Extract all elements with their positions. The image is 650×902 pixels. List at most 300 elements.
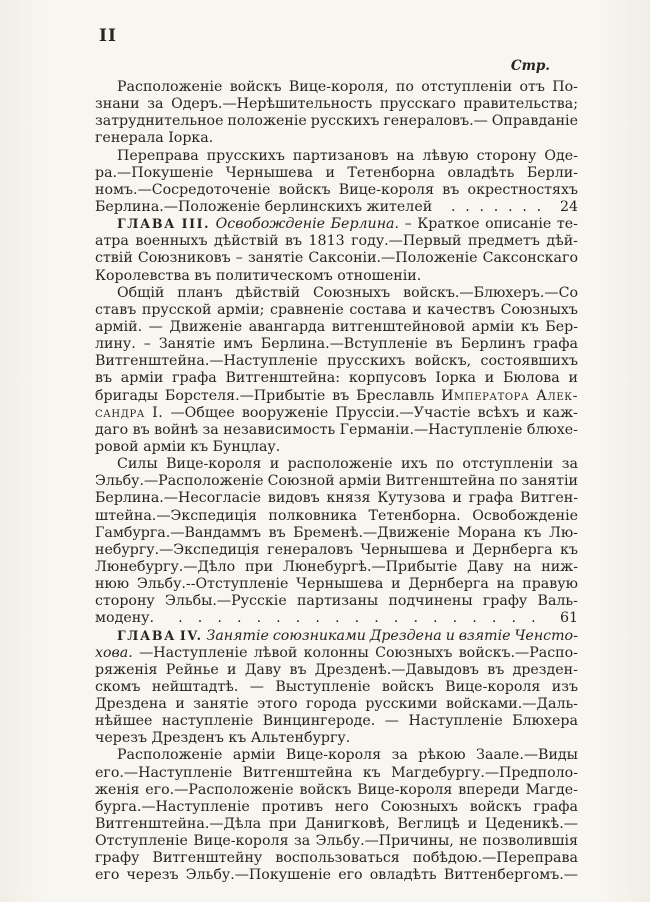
text-run: графу — [95, 850, 140, 867]
toc-line — [95, 645, 578, 662]
text-run: въ — [442, 181, 460, 198]
text-run: и — [467, 816, 478, 833]
text-run: предметъ — [467, 233, 540, 250]
text-run: въ — [289, 661, 307, 678]
text-run: Гамбурга.—Вандаммъ — [95, 524, 262, 541]
text-run: него — [334, 798, 369, 815]
text-run: Союзныхъ — [500, 301, 578, 318]
toc-paragraph — [95, 148, 578, 217]
text-run: на — [396, 147, 415, 164]
text-run: Движеніе — [169, 318, 243, 335]
text-run: Ченсто- — [514, 627, 578, 644]
text-run: корпусовъ — [348, 370, 427, 387]
toc-line — [95, 628, 578, 645]
leader-dot: . — [433, 610, 438, 627]
text-run: къ — [362, 764, 381, 781]
text-run: Дрездена — [369, 627, 442, 644]
text-run: черезъ Дрезденъ къ Альтенбургу. — [95, 730, 351, 747]
page-number: 24 — [559, 198, 578, 215]
text-run: къ — [560, 541, 578, 558]
toc-line — [95, 96, 578, 113]
text-run: его.—Наступленіе — [95, 764, 233, 781]
leader-dot: . — [511, 610, 516, 627]
text-run: Вице-короля — [285, 747, 382, 764]
text-run: за — [293, 833, 311, 850]
text-run: за — [391, 747, 408, 764]
toc-content — [95, 26, 578, 885]
toc-line — [95, 388, 578, 405]
text-run: Пруссіи.—Участіе — [335, 404, 471, 421]
text-run: Оправданіе — [491, 113, 578, 130]
text-run: Союзныхъ — [375, 644, 453, 661]
leader-dot: . — [295, 610, 301, 627]
text-run: арміи; — [217, 301, 265, 318]
text-run: IV. — [179, 627, 203, 643]
text-run: войсками.—Даль- — [446, 696, 578, 713]
text-run: князя — [326, 490, 371, 507]
text-run: Цеденикѣ.— — [485, 816, 578, 833]
text-run: Блюхера — [512, 713, 578, 730]
text-run: и — [455, 541, 465, 558]
text-run: имъ — [223, 336, 253, 353]
text-run: сандра — [95, 404, 145, 421]
toc-line — [95, 439, 578, 456]
leader-dot: . — [472, 610, 477, 627]
toc-paragraph — [95, 79, 578, 148]
text-run: прусскихъ — [327, 353, 406, 370]
text-run: Союзныхъ — [380, 798, 458, 815]
text-run: качествъ — [427, 301, 496, 318]
leader-dot: . — [197, 610, 203, 627]
text-run: и — [568, 370, 578, 387]
text-run: занятіи — [521, 473, 578, 490]
text-run: Эльбу.--Отступленіе — [136, 576, 289, 593]
toc-line — [95, 285, 578, 302]
text-run: Алек- — [536, 387, 578, 404]
text-run: даго — [95, 421, 129, 438]
text-run: состоявшихъ — [480, 353, 578, 370]
toc-paragraph — [95, 285, 578, 456]
text-run: въ — [285, 233, 303, 250]
text-run: и — [391, 576, 401, 593]
text-run: лѣвой — [253, 644, 298, 661]
text-run: графу — [482, 593, 528, 610]
text-run: Витгенштейну — [152, 850, 263, 867]
text-run: – — [235, 250, 243, 267]
toc-line — [95, 833, 578, 850]
text-run: не — [459, 833, 478, 850]
text-run: знани — [95, 96, 140, 113]
text-run: Одеръ.—Нерѣшительность — [171, 96, 373, 113]
toc-line — [95, 679, 578, 696]
text-run: графа — [533, 336, 578, 353]
text-run: Эльбу.—Причины, — [315, 833, 454, 850]
text-run: Эльбу.—Расположеніе — [95, 473, 264, 490]
text-run: — — [148, 318, 163, 335]
text-run: Вице-короля — [445, 678, 541, 695]
text-run: занятіе — [193, 696, 249, 713]
text-run: дѣйствій — [235, 284, 301, 301]
text-run: войскъ — [469, 798, 522, 815]
text-run: позволившія — [482, 833, 578, 850]
toc-line — [95, 182, 578, 199]
text-run: Берлина.—Положеніе берлинскихъ жителей — [95, 198, 433, 215]
text-run: небургу.—Экспедиція — [95, 541, 260, 558]
text-run: штейна.—Экспедиція — [95, 507, 257, 524]
text-run: по — [395, 79, 414, 95]
text-run: правую — [522, 576, 578, 593]
text-run: витгенштейновой — [331, 318, 466, 335]
text-run: модену. — [95, 610, 155, 627]
text-run: Берлинъ — [460, 336, 526, 353]
text-run: отступленіи — [462, 456, 554, 473]
text-run: русскими — [365, 696, 438, 713]
text-run: Витгенштейна — [242, 764, 353, 781]
text-run: Веглицѣ — [397, 816, 460, 833]
text-run: Расположеніе — [117, 79, 223, 95]
text-run: окрестностяхъ — [467, 181, 578, 198]
leader-dot: . — [536, 198, 542, 215]
text-run: женія — [95, 781, 140, 798]
text-run: правительства; — [463, 96, 578, 113]
text-run: союзниками — [272, 627, 366, 644]
text-run: Витген- — [520, 490, 578, 507]
text-run: партизаны — [296, 593, 379, 610]
text-run: Вице-короля — [357, 781, 453, 798]
toc-line — [95, 370, 578, 387]
text-run: Чернышева — [360, 541, 448, 558]
toc-paragraph — [95, 628, 578, 748]
text-run: ГЛАВА — [117, 216, 176, 232]
text-run: по — [499, 473, 518, 490]
text-run: войскъ.—Распо- — [458, 644, 578, 661]
toc-line — [95, 508, 578, 525]
text-run: лину. — [95, 336, 136, 353]
text-run: на — [513, 558, 532, 575]
text-run: и — [227, 661, 237, 678]
text-run: – — [143, 336, 151, 353]
text-run: независимость — [223, 421, 336, 438]
text-run: III. — [181, 216, 211, 232]
text-run: состава — [349, 301, 407, 318]
text-run: и — [175, 696, 185, 713]
text-run: —Наступленіе — [139, 644, 248, 661]
text-run: ГЛАВА — [117, 627, 176, 643]
text-run: —Общее — [170, 404, 235, 421]
text-run: при — [268, 816, 297, 833]
text-run: Выступленіе — [275, 678, 371, 695]
text-run: партизановъ — [292, 147, 389, 164]
toc-line — [95, 696, 578, 713]
text-run: отъ — [519, 79, 545, 95]
leader-dot: . — [276, 610, 281, 627]
text-run: Берлина.—Несогласіе — [95, 490, 262, 507]
text-run: ихъ — [401, 456, 428, 473]
text-run: бурга.—Наступленіе — [95, 798, 250, 815]
toc-line — [95, 250, 578, 267]
text-run: Вице-короля — [338, 181, 434, 198]
leader-dot: . — [508, 198, 513, 215]
text-run: взятіе — [458, 627, 511, 644]
text-run: 1813 — [308, 233, 345, 250]
text-run: нюю — [95, 576, 130, 593]
text-run: Эльбу.—Покушеніе — [185, 867, 332, 884]
text-run: Наступленіе — [408, 713, 503, 730]
text-run: I. — [152, 404, 164, 421]
text-run: противъ — [261, 798, 324, 815]
text-run: Чернышева — [296, 576, 384, 593]
page-number: 61 — [559, 610, 578, 627]
text-run: Люнебургѣ.—Прибытіе — [282, 558, 458, 575]
text-run: Бременѣ.—Движеніе — [293, 524, 450, 541]
text-run: Морана — [457, 524, 517, 541]
text-run: впереди — [458, 781, 520, 798]
toc-line — [95, 765, 578, 782]
page-column-label: Стр. — [510, 58, 550, 74]
text-run: за — [202, 421, 219, 438]
toc-paragraph — [95, 747, 578, 884]
text-run: по — [435, 456, 454, 473]
leader-dot: . — [450, 198, 456, 215]
text-run: Отступленіе — [95, 833, 188, 850]
text-run: графа — [172, 370, 217, 387]
text-run: Винцингероде. — [262, 713, 376, 730]
text-run: Данигковѣ, — [304, 816, 390, 833]
text-run: сравненіе — [270, 301, 344, 318]
text-run: войскъ, — [414, 353, 472, 370]
text-run: Даву — [244, 661, 282, 678]
text-run: дрезден- — [512, 661, 578, 678]
text-run: въ — [435, 336, 453, 353]
text-run: Бер- — [545, 318, 578, 335]
toc-line — [95, 542, 578, 559]
text-run: и — [445, 627, 455, 644]
text-run: нейштадтѣ. — [151, 678, 239, 695]
text-run: Магде- — [525, 781, 578, 798]
text-run: Лю- — [548, 524, 578, 541]
text-run: Берлина. — [330, 216, 400, 233]
text-run: графа — [468, 490, 514, 507]
text-run: Чернышева — [225, 164, 314, 181]
text-run: войнѣ — [154, 421, 199, 438]
text-run: Даву — [467, 558, 504, 575]
text-run: дѣйствій — [214, 233, 279, 250]
text-run: этого — [257, 696, 298, 713]
text-run: въ — [268, 524, 286, 541]
text-run: къ — [520, 318, 539, 335]
text-run: наступленіе — [161, 713, 254, 730]
text-run: Эльбы.—Русскіе — [165, 593, 287, 610]
text-run: атра — [95, 233, 129, 250]
text-run: генерала Іорка. — [95, 130, 214, 147]
text-run: сторону — [95, 593, 155, 610]
toc-line — [95, 353, 578, 370]
text-run: Саксонскаго — [482, 250, 578, 267]
text-run: Вице-короля — [193, 833, 289, 850]
toc-line — [95, 148, 578, 165]
toc-line — [95, 456, 578, 473]
toc-line — [95, 199, 578, 216]
toc-line — [95, 302, 578, 319]
text-run: Заале.—Виды — [476, 747, 578, 764]
text-run: Тетенборна. — [368, 507, 461, 524]
text-run: затруднительное — [95, 113, 224, 130]
text-run: прусскаго — [379, 96, 456, 113]
text-run: Общій — [117, 284, 165, 301]
toc-line — [95, 593, 578, 610]
text-run: Бреславль — [356, 387, 435, 404]
leader-dot: . — [335, 610, 340, 627]
text-run: въ — [95, 370, 113, 387]
dot-leader — [435, 199, 557, 215]
text-run: Императора — [441, 387, 530, 404]
text-run: Кутузова — [377, 490, 446, 507]
text-run: на — [496, 576, 515, 593]
toc-line — [95, 130, 578, 147]
text-run: ра.—Покушеніе — [95, 164, 214, 181]
text-run: бригады — [95, 387, 158, 404]
text-run: Бюлова — [502, 370, 560, 387]
leader-dot: . — [178, 610, 183, 627]
text-run: ставъ — [95, 301, 137, 318]
text-run: Витгенштейна — [385, 473, 496, 490]
text-run: году.—Первый — [351, 233, 462, 250]
text-run: каж- — [542, 404, 578, 421]
text-run: Расположеніе — [117, 747, 223, 764]
text-run: Борстеля.—Прибытіе — [164, 387, 326, 404]
text-run: за — [561, 456, 578, 473]
toc-line — [95, 490, 578, 507]
text-run: войскъ — [299, 781, 352, 798]
toc-line — [95, 268, 578, 285]
toc-line — [95, 405, 578, 422]
text-run: лѣвую — [422, 147, 469, 164]
leader-dot: . — [217, 610, 222, 627]
text-run: прусскихъ — [206, 147, 285, 164]
text-run: его.—Расположеніе — [145, 781, 294, 798]
text-run: овладѣть — [369, 867, 437, 884]
text-run: къ — [523, 524, 542, 541]
text-run: Саксоніи.—Положеніе — [308, 250, 478, 267]
text-run: прусской — [141, 301, 212, 318]
leader-dot: . — [491, 610, 497, 627]
toc-line — [95, 713, 578, 730]
dot-leader — [157, 610, 557, 626]
text-run: военныхъ — [135, 233, 208, 250]
text-run: русскихъ — [310, 113, 380, 130]
text-run: положеніе — [227, 113, 307, 130]
text-run: Дрездена — [95, 696, 167, 713]
text-run: Рейнье — [165, 661, 219, 678]
text-run: его — [95, 867, 120, 884]
text-run: генераловъ.— — [383, 113, 488, 130]
leader-dot: . — [522, 198, 527, 215]
text-run: нѣйшее — [95, 713, 153, 730]
text-run: ряженія — [95, 661, 158, 678]
text-run: описаніе — [485, 216, 552, 233]
text-run: полковника — [268, 507, 358, 524]
text-run: Союзной — [267, 473, 335, 490]
text-run: — — [384, 713, 399, 730]
text-run: арміи — [471, 318, 515, 335]
toc-line — [95, 525, 578, 542]
text-run: Валь- — [537, 593, 578, 610]
toc-line — [95, 730, 578, 747]
toc-line — [95, 216, 578, 233]
toc-paragraph — [95, 456, 578, 627]
text-run: и — [452, 490, 462, 507]
leader-dot: . — [354, 610, 360, 627]
text-run: за — [147, 96, 164, 113]
toc-line — [95, 799, 578, 816]
text-run: и — [412, 301, 422, 318]
text-run: ниж- — [541, 558, 578, 575]
text-run: Союзниковъ — [137, 250, 231, 267]
toc-line — [95, 473, 578, 490]
folio-number: II — [99, 26, 117, 46]
leader-dot: . — [315, 610, 320, 627]
text-run: Берли- — [526, 164, 578, 181]
leader-dot: . — [465, 198, 470, 215]
text-run: войскъ — [229, 79, 282, 95]
text-run: Дрезденѣ.—Давыдовъ — [314, 661, 479, 678]
text-run: Дернберга — [408, 576, 489, 593]
toc-line — [95, 422, 578, 439]
text-run: Краткое — [417, 216, 480, 233]
text-run: Вице-короля, — [288, 79, 389, 95]
text-run: Освобожденіе — [472, 507, 578, 524]
text-run: ровой арміи къ Бунцлау. — [95, 438, 281, 455]
text-run: войскъ — [278, 181, 331, 198]
text-run: Освобожденіе — [215, 216, 326, 233]
text-run: и — [484, 370, 495, 387]
toc-line — [95, 233, 578, 250]
leader-dot: . — [531, 610, 536, 627]
text-run: колонны — [303, 644, 369, 661]
text-run: Люнебургу.—Дѣло — [95, 558, 236, 575]
text-run: генераловъ — [267, 541, 353, 558]
text-run: планъ — [177, 284, 223, 301]
text-run: блюхе- — [526, 421, 578, 438]
toc-line — [95, 165, 578, 182]
toc-line — [95, 747, 578, 764]
text-run: Германіи.—Наступленіе — [339, 421, 523, 438]
leader-dot: . — [236, 610, 242, 627]
text-run: и — [526, 404, 536, 421]
text-run: Магдебургу.—Предполо- — [391, 764, 578, 781]
leader-dot: . — [413, 610, 418, 627]
text-run: графа — [533, 798, 578, 815]
text-run: овладѣть — [447, 164, 515, 181]
toc-line — [95, 79, 578, 96]
text-run: арміи — [232, 747, 276, 764]
text-run: — — [249, 678, 264, 695]
text-run: Союзныхъ — [312, 284, 391, 301]
leader-dot: . — [374, 610, 379, 627]
leader-dot: . — [256, 610, 262, 627]
toc-line — [95, 867, 578, 884]
text-run: Дернберга — [472, 541, 553, 558]
text-run: авангарда — [248, 318, 326, 335]
text-run: Вице-короля — [166, 456, 262, 473]
text-run: подчинены — [388, 593, 473, 610]
toc-line — [95, 336, 578, 353]
toc-line — [95, 662, 578, 679]
text-run: воспользоваться — [275, 850, 400, 867]
text-run: скомъ — [95, 678, 141, 695]
leader-dot: . — [493, 198, 499, 215]
text-run: Берлина.—Вступленіе — [260, 336, 428, 353]
